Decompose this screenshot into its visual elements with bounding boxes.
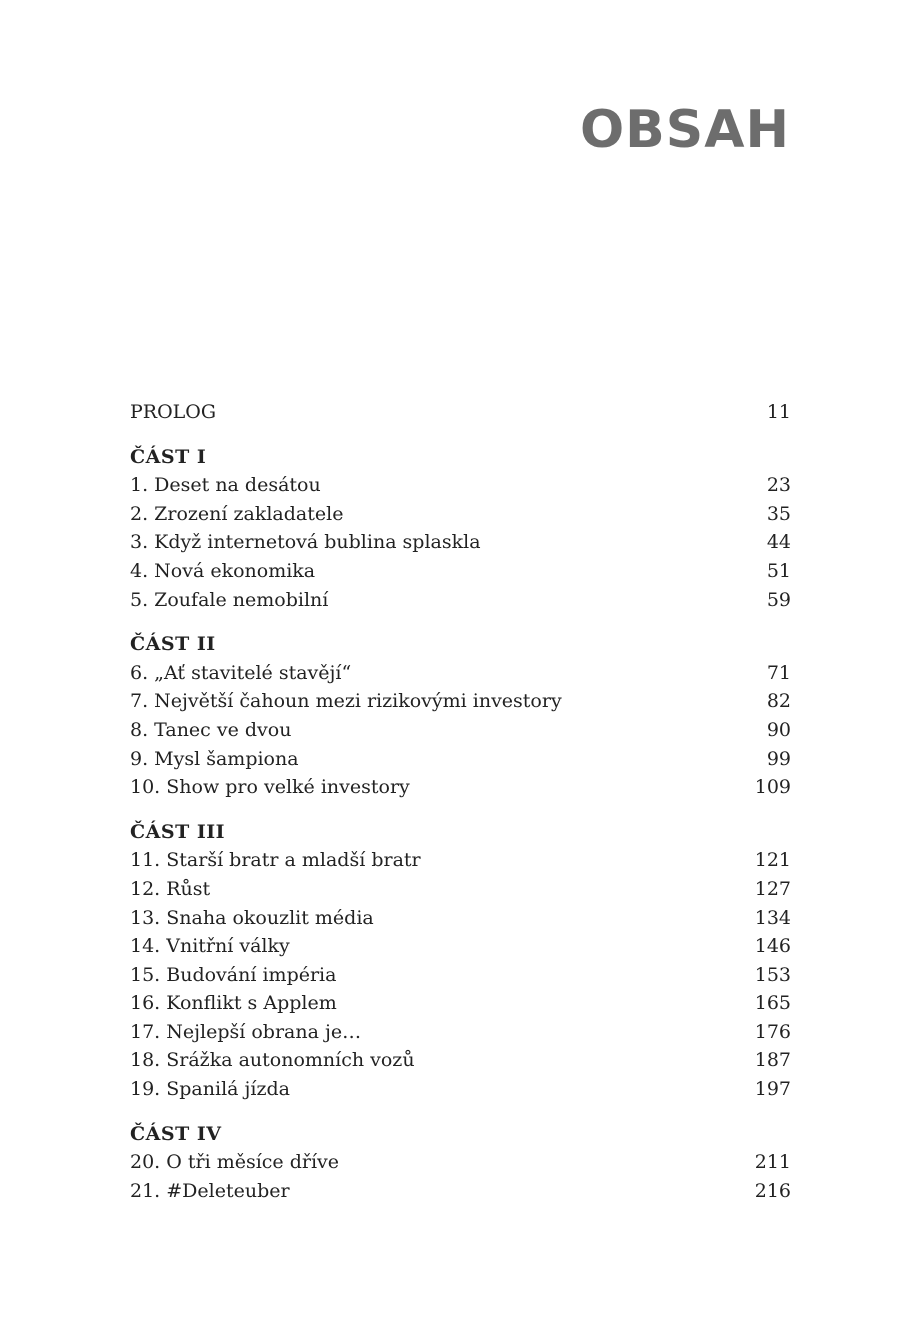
toc-entry-page: 176 bbox=[754, 1020, 791, 1043]
toc-entry bbox=[130, 875, 791, 904]
toc-entry-page: 23 bbox=[766, 474, 791, 497]
toc-entry-label: 8. Tanec ve dvou bbox=[130, 718, 292, 741]
toc-entry bbox=[130, 989, 791, 1018]
toc-entry-page: 90 bbox=[766, 718, 791, 741]
toc-entry-label: 16. Konflikt s Applem bbox=[130, 992, 337, 1015]
toc-entry-page: 99 bbox=[766, 747, 791, 770]
toc-entry-label: 19. Spanilá jízda bbox=[130, 1078, 290, 1101]
toc-entry bbox=[130, 961, 791, 990]
toc-entry-label: 17. Nejlepší obrana je… bbox=[130, 1020, 362, 1043]
toc-entry-label: 9. Mysl šampiona bbox=[130, 747, 299, 770]
toc-entry bbox=[130, 846, 791, 875]
toc-entry-page: 35 bbox=[766, 502, 791, 525]
toc-entry-page: 71 bbox=[766, 661, 791, 684]
toc-entry-page: 211 bbox=[754, 1151, 791, 1174]
toc-entry-page: 51 bbox=[766, 559, 791, 582]
part-heading: ČÁST III bbox=[130, 820, 226, 843]
toc-entry bbox=[130, 745, 791, 774]
toc-entry bbox=[130, 1046, 791, 1075]
toc-part bbox=[130, 443, 791, 615]
table-of-contents bbox=[130, 398, 791, 1205]
toc-entry-label: 2. Zrození zakladatele bbox=[130, 502, 344, 525]
toc-entry-page: 197 bbox=[754, 1078, 791, 1101]
toc-entry bbox=[130, 586, 791, 615]
toc-entry bbox=[130, 528, 791, 557]
toc-entry-label: 4. Nová ekonomika bbox=[130, 559, 316, 582]
toc-entry-page: 44 bbox=[766, 531, 791, 554]
toc-entry bbox=[130, 1177, 791, 1206]
toc-entry-page: 121 bbox=[754, 849, 791, 872]
toc-entry bbox=[130, 904, 791, 933]
toc-entry-label: 11. Starší bratr a mladší bratr bbox=[130, 849, 421, 872]
toc-entry-page: 146 bbox=[754, 935, 791, 958]
toc-entry-label: 18. Srážka autonomních vozů bbox=[130, 1049, 415, 1072]
toc-entry-prolog bbox=[130, 398, 791, 427]
toc-entry-label: 1. Deset na desátou bbox=[130, 474, 321, 497]
toc-entry-page: 187 bbox=[754, 1049, 791, 1072]
toc-entry-label: 13. Snaha okouzlit média bbox=[130, 906, 374, 929]
toc-entry-label: PROLOG bbox=[130, 401, 217, 423]
toc-entry-label: 20. O tři měsíce dříve bbox=[130, 1151, 340, 1174]
toc-entry-label: 10. Show pro velké investory bbox=[130, 776, 410, 799]
toc-entry-label: 15. Budování impéria bbox=[130, 963, 337, 986]
toc-entry-page: 11 bbox=[766, 401, 791, 423]
toc-entry-page: 153 bbox=[754, 963, 791, 986]
toc-entry-page: 134 bbox=[754, 906, 791, 929]
toc-part bbox=[130, 818, 791, 1104]
toc-part bbox=[130, 1120, 791, 1206]
toc-entry-page: 82 bbox=[766, 690, 791, 713]
page-title: OBSAH bbox=[579, 100, 790, 160]
toc-entry-label: 6. „Ať stavitelé stavějí“ bbox=[130, 661, 352, 684]
toc-entry bbox=[130, 1148, 791, 1177]
toc-entry bbox=[130, 687, 791, 716]
toc-part bbox=[130, 630, 791, 802]
toc-entry bbox=[130, 659, 791, 688]
part-heading: ČÁST IV bbox=[130, 1122, 222, 1145]
toc-entry-label: 12. Růst bbox=[130, 877, 211, 900]
toc-entry-label: 3. Když internetová bublina splaskla bbox=[130, 531, 481, 554]
toc-parts bbox=[130, 443, 791, 1206]
toc-entry bbox=[130, 1018, 791, 1047]
toc-entry-page: 216 bbox=[754, 1179, 791, 1202]
part-heading: ČÁST I bbox=[130, 445, 207, 468]
part-heading: ČÁST II bbox=[130, 633, 216, 656]
toc-entry bbox=[130, 716, 791, 745]
toc-entry-label: 5. Zoufale nemobilní bbox=[130, 588, 329, 611]
toc-entry-label: 21. #Deleteuber bbox=[130, 1179, 290, 1202]
toc-entry bbox=[130, 500, 791, 529]
toc-entry bbox=[130, 773, 791, 802]
toc-entry-page: 127 bbox=[754, 877, 791, 900]
toc-entry-label: 7. Největší čahoun mezi rizikovými investory bbox=[130, 690, 562, 713]
toc-entry-page: 109 bbox=[754, 776, 791, 799]
toc-entry bbox=[130, 471, 791, 500]
toc-entry bbox=[130, 1075, 791, 1104]
toc-entry-page: 59 bbox=[766, 588, 791, 611]
toc-entry-page: 165 bbox=[754, 992, 791, 1015]
toc-entry bbox=[130, 932, 791, 961]
toc-entry-label: 14. Vnitřní války bbox=[130, 935, 290, 958]
toc-entry bbox=[130, 557, 791, 586]
